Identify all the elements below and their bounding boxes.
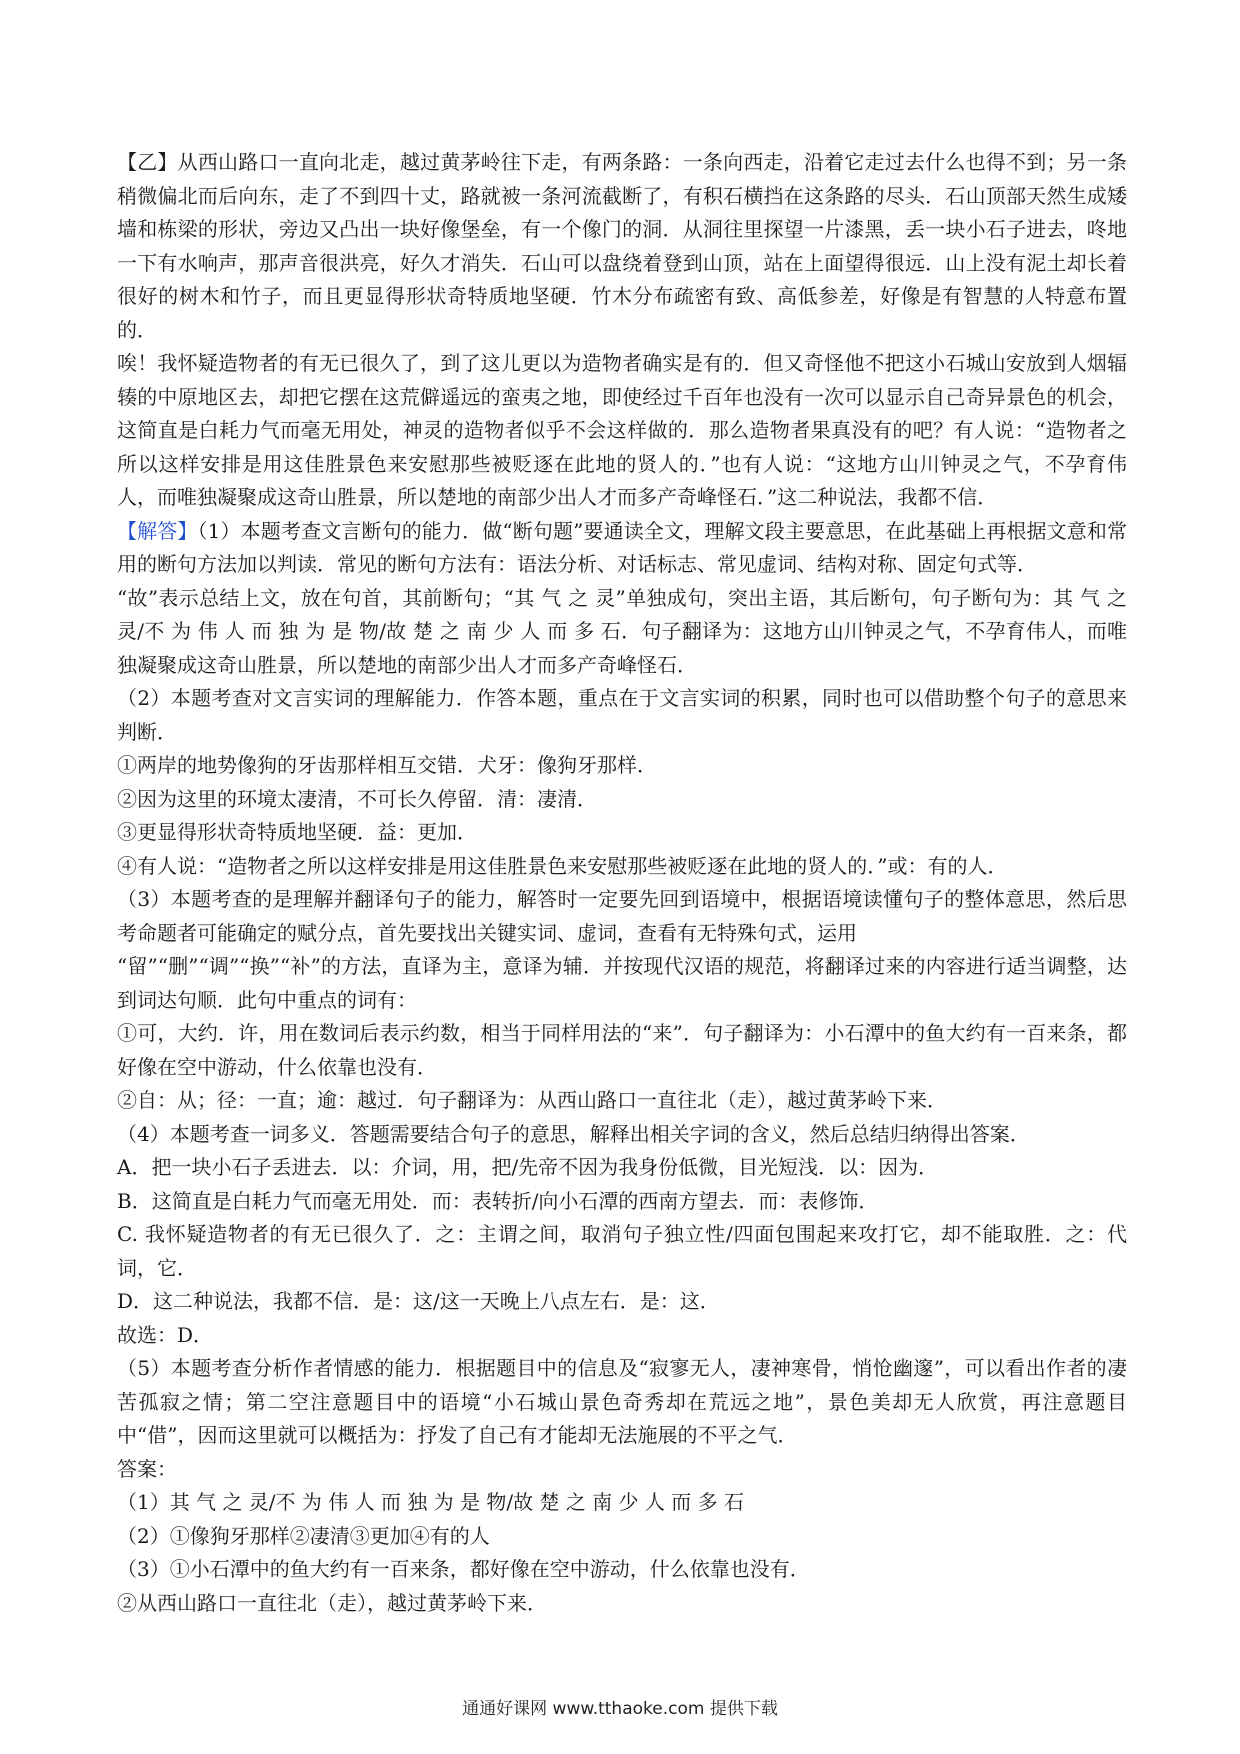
- q1-text-b: 其 气 之 灵/不 为 伟 人 而 独 为 是 物/故 楚 之 南 少 人 而 多 石．: [117, 585, 1127, 643]
- answer-q1-body: [117, 582, 1127, 683]
- q2-item: ①两岸的地势像狗的牙齿那样相互交错．犬牙：像狗牙那样．: [117, 753, 657, 777]
- answer-q2-intro: （2）本题考查对文言实词的理解能力．作答本题，重点在于文言实词的积累，同时也可以借助整个句子的意思来判断．: [117, 686, 1127, 744]
- q1-text-a: “故”表示总结上文，放在句首，其前断句；“其 气 之 灵”单独成句，突出主语，其后断句，句子断句为：: [117, 585, 1053, 610]
- q4-option-c: C. 我怀疑造物者的有无已很久了．之：主谓之间，取消句子独立性/四面包围起来攻打它，却不能取胜．之：代词，它．: [117, 1222, 1127, 1280]
- answer-q3-intro-b: “留”“删”“调”“换”“补”的方法，直译为主，意译为辅．并按现代汉语的规范，将翻译过来的内容进行适当调整，达到词达句顺．此句中重点的词有：: [117, 954, 1127, 1012]
- passage-yi-para-2: 唉！我怀疑造物者的有无已很久了，到了这儿更以为造物者确实是有的．但又奇怪他不把这小石城山安放到人烟辐辏的中原地区去，却把它摆在这荒僻遥远的蛮夷之地，即使经过千百年也没有一次可以显示自己奇异景色的机会，这简直是白耗力气而毫无用处，神灵的造物者似乎不会这样做的．那么造物者果真没有的吧？有人说：“造物者之所以这样安排是用这佳胜景色来安慰那些被贬逐在此地的贤人的．”也有人说：“这地方山川钟灵之气，不孕育伟人，而唯独凝聚成这奇山胜景，所以楚地的南部少出人才而多产奇峰怪石．”这二种说法，我都不信．: [117, 351, 1127, 509]
- answer-q3-intro: （3）本题考查的是理解并翻译句子的能力，解答时一定要先回到语境中，根据语境读懂句子的整体意思，然后思考命题者可能确定的赋分点，首先要找出关键实词、虚词，查看有无特殊句式，运用: [117, 887, 1127, 945]
- passage-text: 从西山路口一直向北走，越过黄茅岭往下走，有两条路：一条向西走，沿着它走过去什么也得不到；另一条稍微偏北而后向东，走了不到四十丈，路就被一条河流截断了，有积石横挡在这条路的尽头．石山顶部天然生成矮墙和栋梁的形状，旁边又凸出一块好像堡垒，有一个像门的洞．从洞往里探望一片漆黑，丢一块小石子进去，咚地一下有水响声，那声音很洪亮，好久才消失．石山可以盘绕着登到山顶，站在上面望得很远．山上没有泥土却长着很好的树木和竹子，而且更显得形状奇特质地坚硬．竹木分布疏密有致、高低参差，好像是有智慧的人特意布置的．: [117, 150, 1128, 342]
- passage-label: 【乙】: [117, 150, 178, 174]
- document-body: [117, 146, 1127, 1620]
- q1-intro-text: （1）本题考查文言断句的能力．做“断句题”要通读全文，理解文段主要意思，在此基础上再根据文意和常用的断句方法加以判读．常见的断句方法有：语法分析、对话标志、常见虚词、结构对称、固定句式等．: [117, 518, 1127, 576]
- passage-yi-para-1: [117, 146, 1127, 347]
- page-footer: 通通好课网 www.tthaoke.com 提供下载: [462, 1699, 778, 1719]
- answer-q4-intro: （4）本题考查一词多义．答题需要结合句子的意思，解释出相关字词的含义，然后总结归纳得出答案．: [117, 1121, 1030, 1146]
- q4-choice: 故选：D．: [117, 1322, 214, 1347]
- answer-line: （2）①像狗牙那样②凄清③更加④有的人: [117, 1523, 490, 1548]
- q4-option-b: B．这简直是白耗力气而毫无用处．而：表转折/向小石潭的西南方望去．而：表修饰．: [117, 1188, 879, 1213]
- q4-option-d: D．这二种说法，我都不信．是：这/这一天晚上八点左右．是：这．: [117, 1289, 720, 1313]
- answer-q5: （5）本题考查分析作者情感的能力．根据题目中的信息及“寂寥无人，凄神寒骨，悄怆幽邃”，可以看出作者的凄苦孤寂之情；第二空注意题目中的语境“小石城山景色奇秀却在荒远之地”，景色美却无人欣赏，再注意题目中“借”，因而这里就可以概括为：抒发了自己有才能却无法施展的不平之气．: [117, 1356, 1127, 1447]
- answer-line: （3）①小石潭中的鱼大约有一百来条，都好像在空中游动，什么依靠也没有．: [117, 1557, 810, 1581]
- q2-item: ②因为这里的环境太凄清，不可长久停留．清：凄清．: [117, 786, 597, 811]
- answer-line: （1）其 气 之 灵/不 为 伟 人 而 独 为 是 物/故 楚 之 南 少 人 而 多 石: [117, 1490, 744, 1514]
- q2-item: ④有人说：“造物者之所以这样安排是用这佳胜景色来安慰那些被贬逐在此地的贤人的．”或：有的人．: [117, 853, 1008, 878]
- q1-text-c: 句子翻译为：这地方山川钟灵之气，不孕育伟人，而唯独凝聚成这奇山胜景，所以楚地的南部少出人才而多产奇峰怪石．: [117, 619, 1128, 677]
- answers-label: 答案：: [117, 1456, 177, 1481]
- q4-option-a: A．把一块小石子丢进去．以：介词，用，把/先帝不因为我身份低微，目光短浅．以：因为．: [117, 1155, 939, 1179]
- q2-item: ③更显得形状奇特质地坚硬．益：更加．: [117, 820, 477, 844]
- answer-line: ②从西山路口一直往北（走），越过黄茅岭下来．: [117, 1590, 547, 1615]
- answer-label: 【解答】: [117, 518, 198, 543]
- q3-item: ①可，大约．许，用在数词后表示约数，相当于同样用法的“来”．句子翻译为：小石潭中的鱼大约有一百来条，都好像在空中游动，什么依靠也没有．: [117, 1021, 1127, 1079]
- q3-item: ②自：从；径：一直；逾：越过．句子翻译为：从西山路口一直往北（走），越过黄茅岭下来．: [117, 1088, 947, 1112]
- answer-q1-intro: [117, 515, 1127, 582]
